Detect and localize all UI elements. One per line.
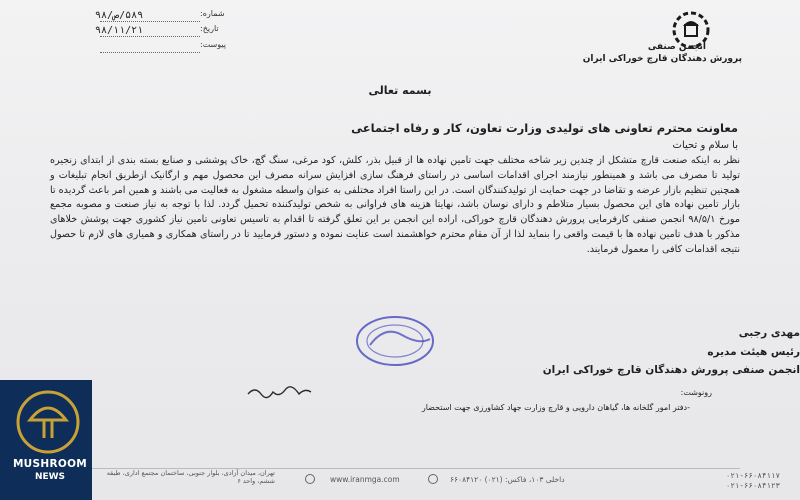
org-name-line2: پرورش دهندگان قارچ خوراکی ایران [582,54,742,64]
attachment-line [100,52,200,53]
watermark-line2: NEWS [34,472,66,482]
org-name-line1: انجمن صنفی [647,42,706,52]
footer-tel: داخلی ۱۰۳، فاکس: (۰۲۱) ۶۶۰۸۴۱۲۰ [450,475,565,484]
letter-body-text: نظر به اینکه صنعت قارچ متشکل از چندین زیر شاخه مختلف جهت تامین نهاده ها از قبیل بذر، کلش، کود مرغی، سنگ گچ، خاک پوششی و صنایع بسته بندی از ابتدای زنجیره تولید تا مصرف می باشد و همینطور نیازمند اجرای اقدامات اساسی در راستای فرهنگ سازی افزایش سرانه مصرف این محصول مهم و ارگانیک ازطریق انجام تبلیغات و همچنین تنظیم بازار عرضه و تقاضا در جهت حمایت از تولیدکنندگان است. در این راستا افراد مختلفی به عنوان واسطه مشغول به فعالیت می باشند و همین امر باعث گردیده تا بازار تامین نهاده های این محصول بسیار متلاطم و دارای نوسان باشد، نهایتا هزینه های فراوانی به شخص تولیدکننده تحمیل گردد. لذا با توجه به نیاز صنعت و مصوبه مجمع مورخ ۹۸/۵/۱ انجمن صنفی کارفرمایی پرورش دهندگان قارچ خوراکی، اراده این انجمن بر این تعلق گرفته تا اقدام به تاسیس تعاونی تامین نیاز کشوری جهت پوشش خلاهای مذکور با هدف تامین نهاده ها با قیمت واقعی را بنماید لذا از آن مقام محترم خواهشمند است عنایت نموده و دستور فرمایید تا در راستای همکاری و همیاری های لازم تا حصول نتیجه اقدامات کافی را معمول فرمایند. [50,155,740,255]
mushroom-news-watermark [0,380,92,500]
cc-recipient: -دفتر امور گلخانه ها، گیاهان دارویی و قارچ وزارت جهاد کشاورزی جهت استحضار [421,403,690,412]
number-label: شماره: [200,9,225,18]
number-line [100,21,200,22]
footer-address: تهران، میدان آزادی، بلوار جنوبی، ساختمان مجتمع اداری، طبقه ششم، واحد ۶ [106,469,275,485]
letter-footer [90,468,780,497]
number-value: ۵۸۹/ص/۹۸ [95,10,144,21]
letter-body [50,154,740,258]
date-value: ۹۸/۱۱/۲۱ [95,25,144,36]
attachment-label: پیوست: [200,40,227,49]
date-label: تاریخ: [200,24,219,33]
signer-position: رئیس هیئت مدیره [707,346,800,358]
cc-title: رونوشت: [680,388,712,397]
signer-name: مهدی رجبی [738,327,800,339]
greeting: با سلام و تحیات [672,140,738,151]
addressee: معاونت محترم تعاونی های تولیدی وزارت تعاون، کار و رفاه اجتماعی [351,121,738,135]
globe-icon [305,474,315,484]
phone-icon [428,474,438,484]
handwritten-signature-icon [245,382,315,402]
date-line [100,36,200,37]
invocation: بسمه تعالی [368,84,432,97]
footer-phone2: ۰۲۱-۶۶۰۸۴۱۲۳ [725,481,780,490]
signer-organization: انجمن صنفی پرورش دهندگان قارچ خوراکی ایران [542,364,800,376]
watermark-line1: MUSHROOM [12,458,88,470]
footer-phone1: ۰۲۱-۶۶۰۸۴۱۱۷ [725,471,780,480]
footer-website: www.iranmga.com [330,475,400,484]
